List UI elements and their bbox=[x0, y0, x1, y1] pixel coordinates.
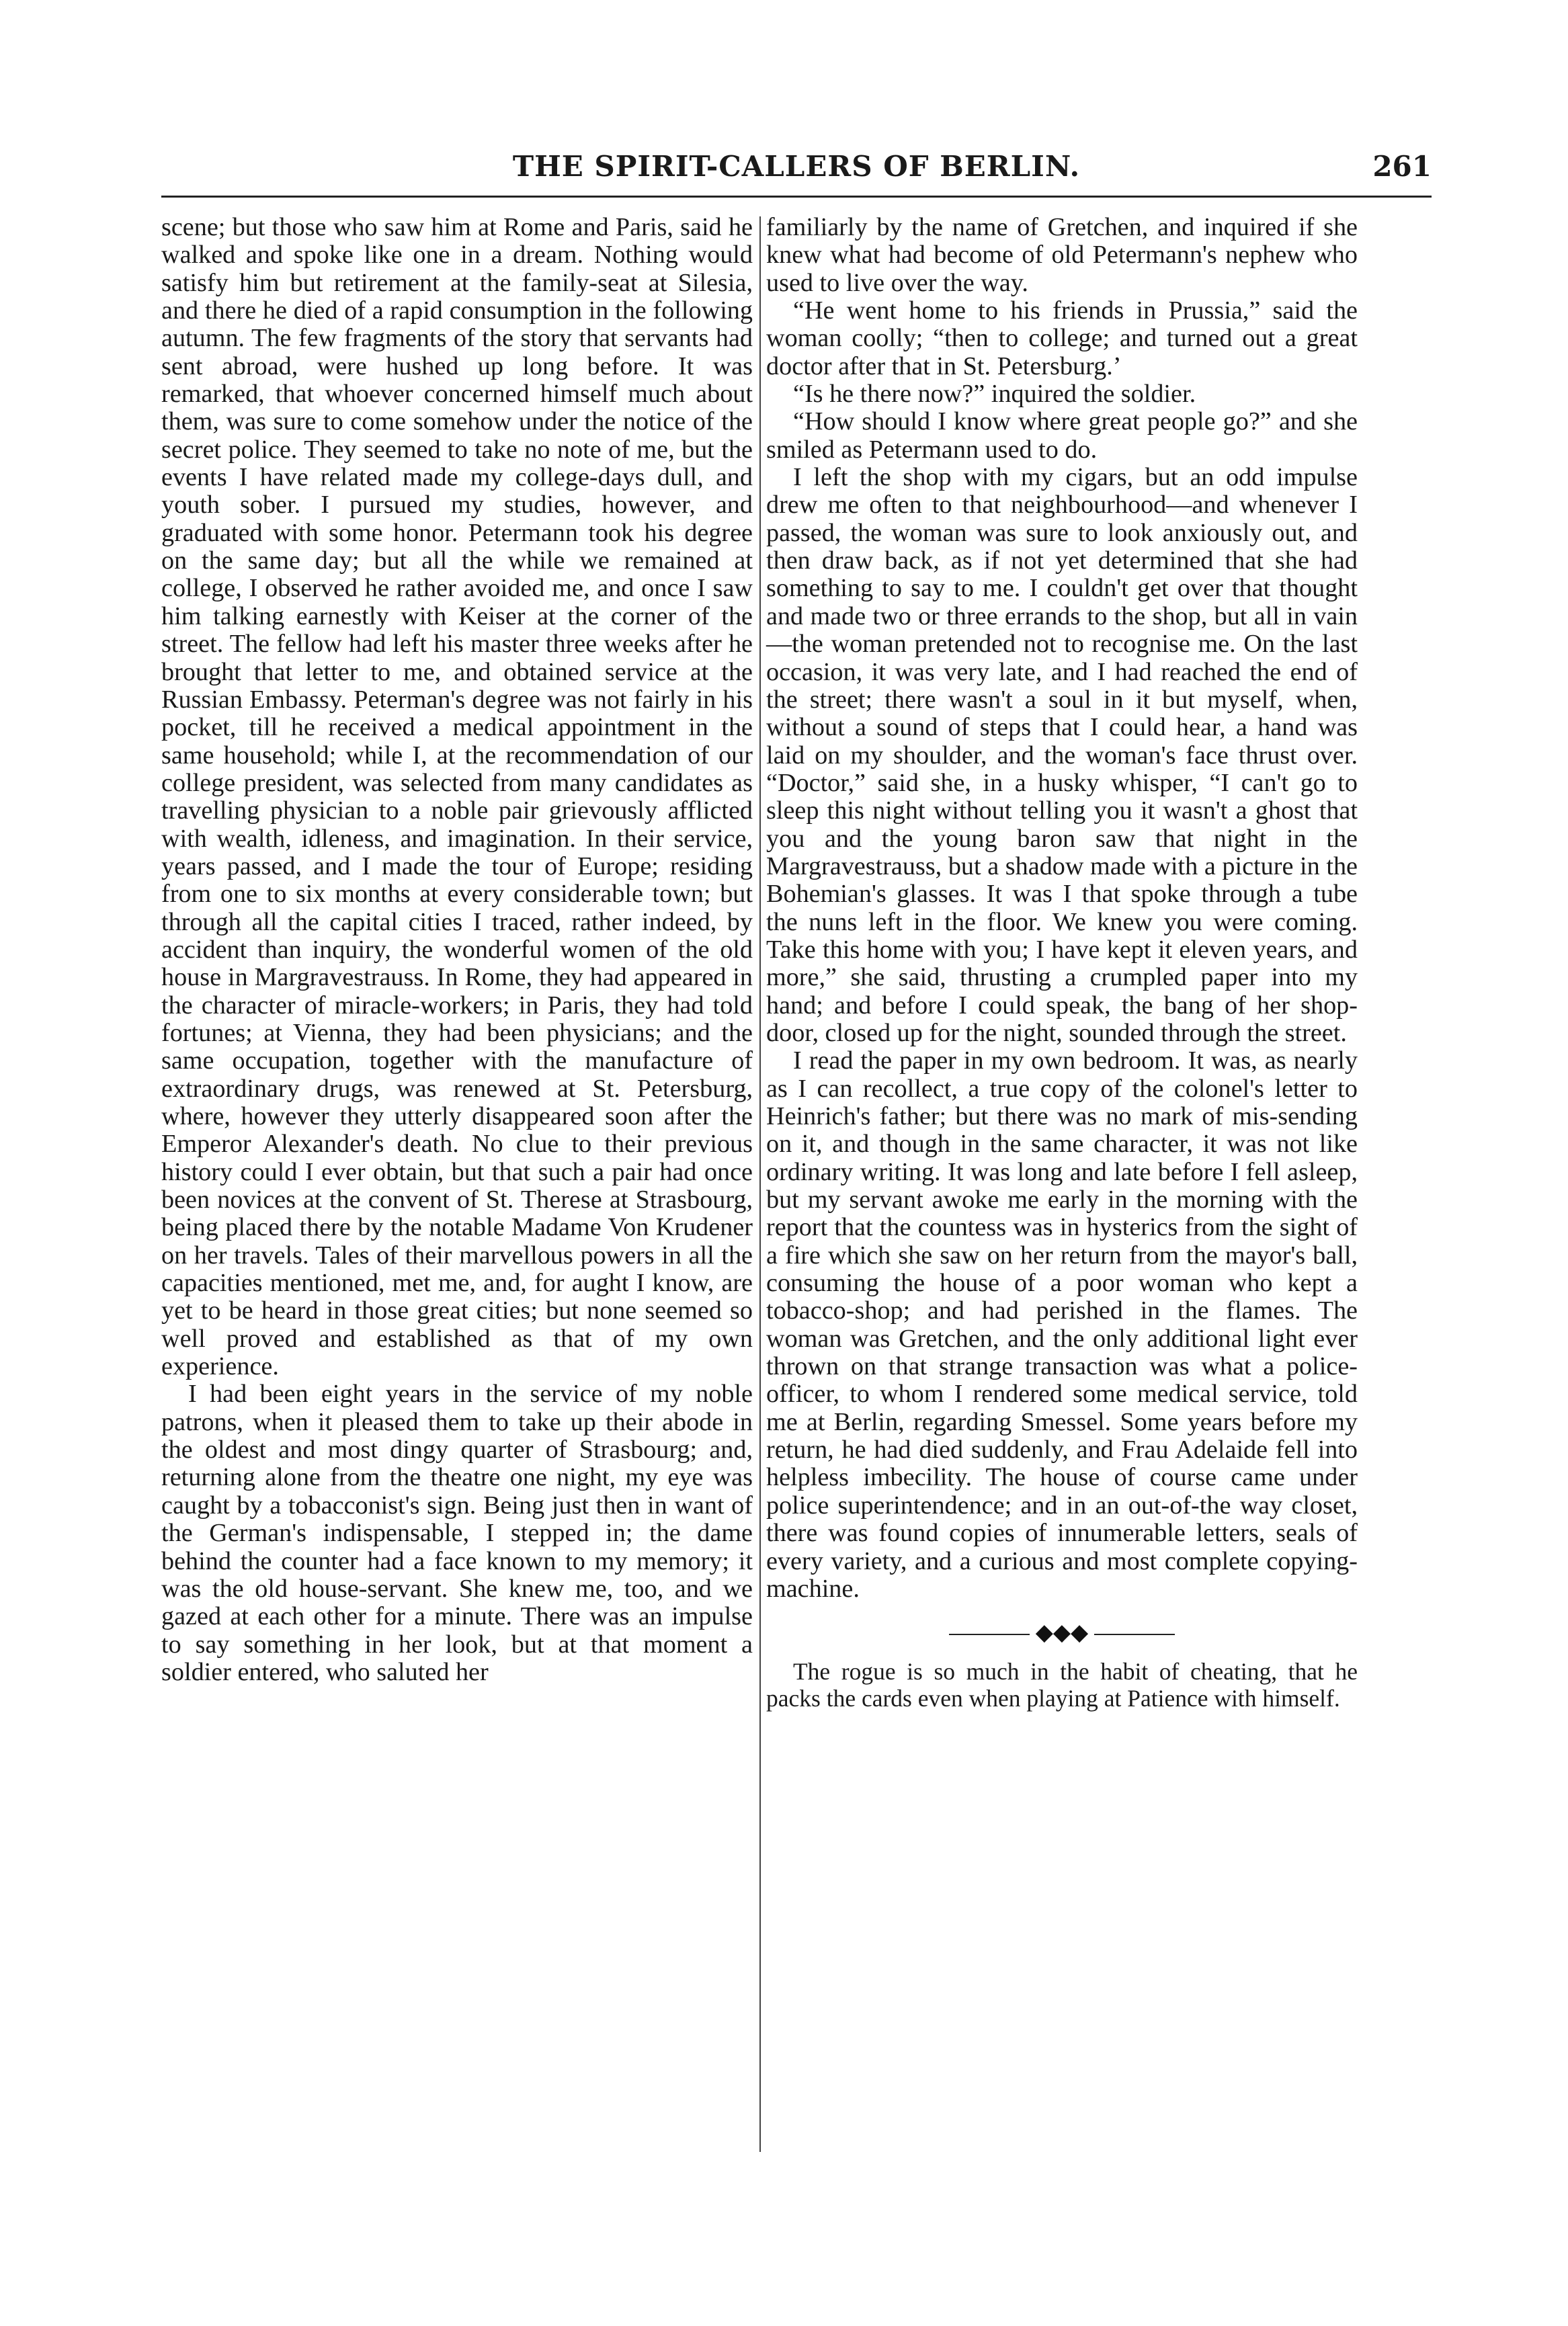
page-header bbox=[161, 147, 1432, 194]
left-column bbox=[161, 214, 753, 1686]
ornament-rule-left bbox=[949, 1634, 1030, 1635]
column-divider bbox=[759, 216, 761, 2152]
paragraph: “How should I know where great people go?” and she smiled as Petermann used to do. bbox=[766, 407, 1358, 464]
right-column bbox=[766, 214, 1358, 1712]
paragraph: I had been eight years in the service of my noble patrons, when it pleased them to take up their abode in the oldest and most dingy quarter of Strasbourg; and, returning alone from the theatre one night, my eye was caught by a tobacconist's sign. Being just then in want of the German's indispensable, I stepped in; the dame behind the counter had a face known to my memory; it was the old house-servant. She knew me, too, and we gazed at each other for a minute. There was an impulse to say something in her look, but at that moment a soldier entered, who saluted her bbox=[161, 1380, 753, 1686]
paragraph: familiarly by the name of Gretchen, and inquired if she knew what had become of old Petermann's nephew who used to live over the way. bbox=[766, 213, 1358, 297]
page-number: 261 bbox=[1372, 150, 1432, 183]
ornament-diamonds-icon: ◆◆◆ bbox=[1035, 1620, 1089, 1646]
paragraph: I left the shop with my cigars, but an odd impulse drew me often to that neighbourhood—and whenever I passed, the woman was sure to look anxiously out, and then draw back, as if not yet determined that she had something to say to me. I couldn't get over that thought and made two or three errands to the shop, but all in vain—the woman pretended not to recognise me. On the last occasion, it was very late, and I had reached the end of the street; there wasn't a soul in it but myself, when, without a sound of steps that I could hear, a hand was laid on my shoulder, and the woman's face thrust over. “Doctor,” said she, in a husky whisper, “I can't go to sleep this night without telling you it wasn't a ghost that you and the young baron saw that night in the Margravestrauss, but a shadow made with a picture in the Bohemian's glasses. It was I that spoke through a tube the nuns left in the floor. We knew you were coming. Take this home with you; I have kept it eleven years, and more,” she said, thrusting a crumpled paper into my hand; and before I could speak, the bang of her shop-door, closed up for the night, sounded through the street. bbox=[766, 463, 1358, 1047]
paragraph: I read the paper in my own bedroom. It was, as nearly as I can recollect, a true copy of the colonel's letter to Heinrich's father; but there was no mark of mis-sending on it, and though in the same character, it was not like ordinary writing. It was long and late before I fell asleep, but my servant awoke me early in the morning with the report that the countess was in hysterics from the sight of a fire which she saw on her return from the mayor's ball, consuming the house of a poor woman who kept a tobacco-shop; and had perished in the flames. The woman was Gretchen, and the only additional light ever thrown on that strange transaction was what a police-officer, to whom I rendered some medical service, told me at Berlin, regarding Smessel. Some years before my return, he had died suddenly, and Frau Adelaide fell into helpless imbecility. The house of course came under police superintendence; and in an out-of-the way closet, there was found copies of innumerable letters, seals of every variety, and a curious and most complete copying-machine. bbox=[766, 1046, 1358, 1603]
paragraph: “He went home to his friends in Prussia,” said the woman coolly; “then to college; and turned out a great doctor after that in St. Petersburg.’ bbox=[766, 296, 1358, 380]
ornament-rule-right bbox=[1094, 1634, 1175, 1635]
paragraph: scene; but those who saw him at Rome and Paris, said he walked and spoke like one in a dream. Nothing would satisfy him but retirement at the family-seat at Silesia, and there he died of a rapid consumption in the following autumn. The few fragments of the story that servants had sent abroad, were hushed up long before. It was remarked, that whoever concerned himself much about them, was sure to come somehow under the notice of the secret police. They seemed to take no note of me, but the events I have related made my college-days dull, and youth sober. I pursued my studies, however, and graduated with some honor. Petermann took his degree on the same day; but all the while we remained at college, I observed he rather avoided me, and once I saw him talking earnestly with Keiser at the corner of the street. The fellow had left his master three weeks after he brought that letter to me, and obtained service at the Russian Embassy. Peterman's degree was not fairly in his pocket, till he received a medical appointment in the same household; while I, at the recommendation of our college president, was selected from many candidates as travelling physician to a noble pair grievously afflicted with wealth, idleness, and imagination. In their service, years passed, and I made the tour of Europe; residing from one to six months at every considerable town; but through all the capital cities I traced, rather indeed, by accident than inquiry, the wonderful women of the old house in Margravestrauss. In Rome, they had appeared in the character of miracle-workers; in Paris, they had told fortunes; at Vienna, they had been physicians; and the same occupation, together with the manufacture of extraordinary drugs, was renewed at St. Petersburg, where, however they utterly disappeared soon after the Emperor Alexander's death. No clue to their previous history could I ever obtain, but that such a pair had once been novices at the convent of St. Therese at Strasbourg, being placed there by the notable Madame Von Krudener on her travels. Tales of their marvellous powers in all the capacities mentioned, met me, and, for aught I know, are yet to be heard in those great cities; but none seemed so well proved and established as that of my own experience. bbox=[161, 213, 753, 1381]
header-rule bbox=[161, 196, 1432, 198]
filler-note: The rogue is so much in the habit of cheating, that he packs the cards even when playing at Patience with himself. bbox=[766, 1658, 1358, 1712]
paragraph: “Is he there now?” inquired the soldier. bbox=[793, 380, 1196, 409]
running-title: THE SPIRIT-CALLERS OF BERLIN. bbox=[512, 150, 1081, 183]
section-ornament bbox=[766, 1622, 1358, 1645]
